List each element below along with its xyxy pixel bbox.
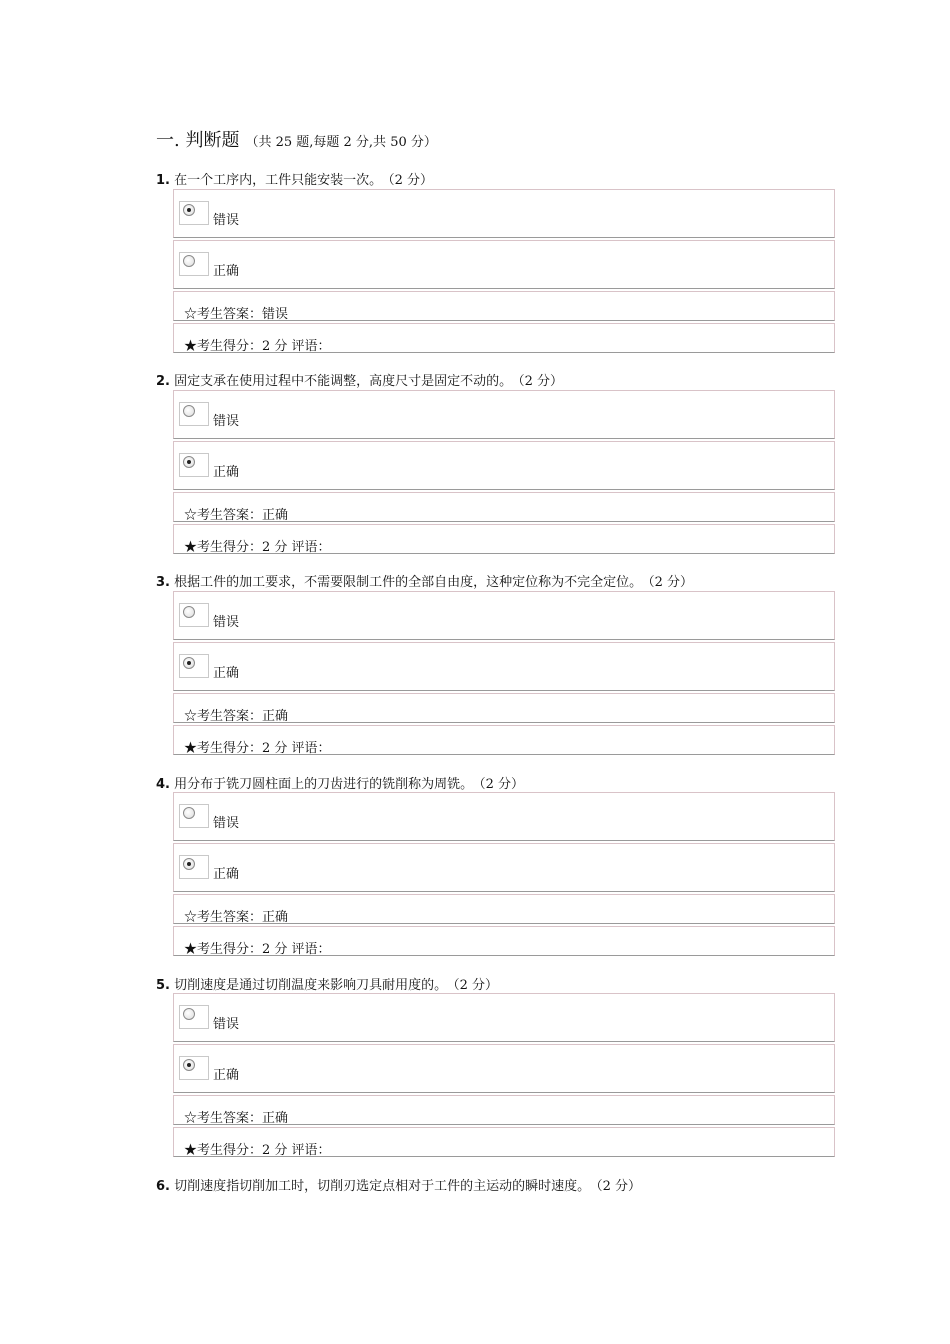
option-row-correct[interactable] (173, 441, 835, 490)
radio-button[interactable] (179, 654, 209, 678)
comment-label: 评语： (287, 339, 331, 354)
question-6-text (156, 1178, 641, 1196)
option-label: 错误 (213, 1017, 240, 1032)
question-points: （2 分） (648, 575, 694, 590)
radio-circle-icon (183, 405, 195, 417)
question-number: 3. (156, 575, 170, 590)
question-2-block (173, 390, 835, 556)
student-answer: 正确 (262, 709, 289, 724)
question-3-block (173, 591, 835, 757)
question-2-text (156, 373, 563, 391)
comment-label: 评语： (287, 942, 331, 957)
radio-button[interactable] (179, 603, 209, 627)
student-score: 2 分 (262, 942, 288, 957)
option-row-correct[interactable] (173, 642, 835, 691)
student-answer: 正确 (262, 1111, 289, 1126)
question-points: （2 分） (388, 173, 434, 188)
option-row-correct[interactable] (173, 1044, 835, 1093)
radio-circle-icon (183, 1059, 195, 1071)
radio-button[interactable] (179, 453, 209, 477)
question-3-text (156, 574, 693, 592)
score-prefix: ★考生得分： (184, 339, 263, 354)
student-score-row (173, 323, 835, 353)
radio-button[interactable] (179, 804, 209, 828)
question-points: （2 分） (518, 374, 564, 389)
option-label: 正确 (213, 867, 240, 882)
option-label: 错误 (213, 414, 240, 429)
section-title (156, 126, 437, 152)
radio-circle-icon (183, 204, 195, 216)
radio-button[interactable] (179, 402, 209, 426)
option-row-wrong[interactable] (173, 390, 835, 439)
student-answer: 错误 (262, 307, 289, 322)
option-row-wrong[interactable] (173, 591, 835, 640)
option-row-wrong[interactable] (173, 792, 835, 841)
question-number: 5. (156, 978, 170, 993)
radio-circle-icon (183, 657, 195, 669)
radio-button[interactable] (179, 252, 209, 276)
student-answer-row (173, 693, 835, 723)
student-score-row (173, 725, 835, 755)
option-row-correct[interactable] (173, 240, 835, 289)
student-score: 2 分 (262, 540, 288, 555)
comment-label: 评语： (287, 540, 331, 555)
answer-prefix: ☆考生答案： (184, 508, 263, 523)
student-score: 2 分 (262, 1143, 288, 1158)
option-row-wrong[interactable] (173, 189, 835, 238)
question-4-block (173, 792, 835, 958)
option-label: 错误 (213, 615, 240, 630)
radio-button[interactable] (179, 201, 209, 225)
section-subtitle: （共 25 题,每题 2 分,共 50 分） (245, 135, 437, 150)
option-row-wrong[interactable] (173, 993, 835, 1042)
question-number: 4. (156, 777, 170, 792)
question-1-block (173, 189, 835, 355)
radio-circle-icon (183, 255, 195, 267)
score-prefix: ★考生得分： (184, 942, 263, 957)
radio-circle-icon (183, 1008, 195, 1020)
question-5-block (173, 993, 835, 1159)
option-label: 正确 (213, 1068, 240, 1083)
question-points: （2 分） (453, 978, 499, 993)
option-label: 正确 (213, 465, 240, 480)
question-number: 2. (156, 374, 170, 389)
student-score-row (173, 524, 835, 554)
question-number: 1. (156, 173, 170, 188)
answer-prefix: ☆考生答案： (184, 307, 263, 322)
comment-label: 评语： (287, 1143, 331, 1158)
question-points: （2 分） (596, 1179, 642, 1194)
radio-button[interactable] (179, 1056, 209, 1080)
option-row-correct[interactable] (173, 843, 835, 892)
answer-prefix: ☆考生答案： (184, 709, 263, 724)
radio-circle-icon (183, 606, 195, 618)
score-prefix: ★考生得分： (184, 1143, 263, 1158)
radio-circle-icon (183, 858, 195, 870)
question-stem: 在一个工序内，工件只能安装一次。 (174, 173, 383, 188)
student-answer-row (173, 492, 835, 522)
option-label: 正确 (213, 264, 240, 279)
radio-circle-icon (183, 456, 195, 468)
score-prefix: ★考生得分： (184, 540, 263, 555)
option-label: 错误 (213, 213, 240, 228)
student-answer-row (173, 1095, 835, 1125)
question-stem: 用分布于铣刀圆柱面上的刀齿进行的铣削称为周铣。 (174, 777, 474, 792)
student-answer-row (173, 291, 835, 321)
question-stem: 切削速度是通过切削温度来影响刀具耐用度的。 (174, 978, 448, 993)
score-prefix: ★考生得分： (184, 741, 263, 756)
question-stem: 根据工件的加工要求，不需要限制工件的全部自由度，这种定位称为不完全定位。 (174, 575, 643, 590)
student-score: 2 分 (262, 741, 288, 756)
student-answer-row (173, 894, 835, 924)
answer-prefix: ☆考生答案： (184, 910, 263, 925)
radio-button[interactable] (179, 1005, 209, 1029)
question-stem: 切削速度指切削加工时，切削刃选定点相对于工件的主运动的瞬时速度。 (174, 1179, 591, 1194)
student-answer: 正确 (262, 910, 289, 925)
option-label: 正确 (213, 666, 240, 681)
student-answer: 正确 (262, 508, 289, 523)
student-score: 2 分 (262, 339, 288, 354)
radio-circle-icon (183, 807, 195, 819)
question-1-text (156, 172, 433, 190)
radio-button[interactable] (179, 855, 209, 879)
question-number: 6. (156, 1179, 170, 1194)
student-score-row (173, 1127, 835, 1157)
answer-prefix: ☆考生答案： (184, 1111, 263, 1126)
section-heading: 一. 判断题 (156, 130, 240, 151)
comment-label: 评语： (287, 741, 331, 756)
student-score-row (173, 926, 835, 956)
question-points: （2 分） (479, 777, 525, 792)
question-stem: 固定支承在使用过程中不能调整，高度尺寸是固定不动的。 (174, 374, 513, 389)
option-label: 错误 (213, 816, 240, 831)
